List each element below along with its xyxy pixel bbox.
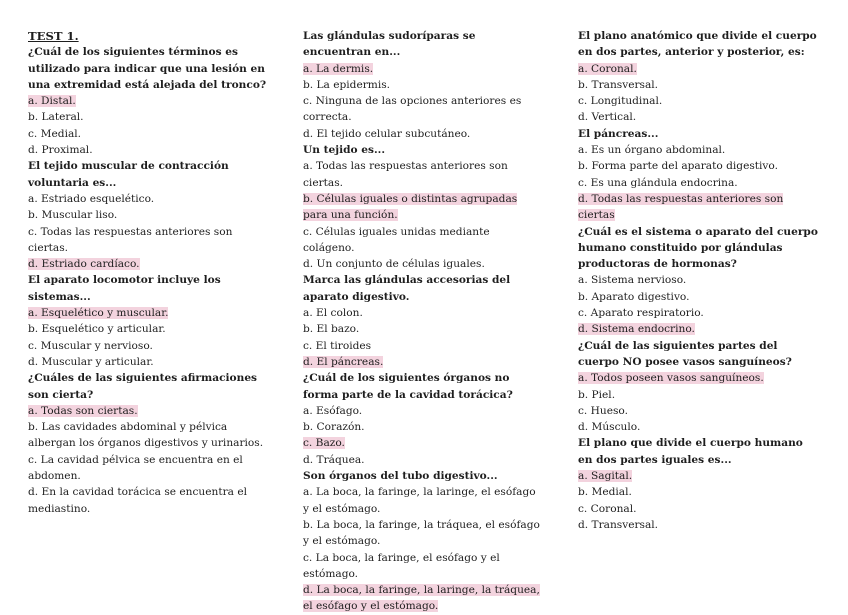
question-text: Un tejido es... bbox=[303, 144, 386, 157]
highlighted-answer-option bbox=[303, 435, 543, 451]
highlighted-answer-option bbox=[28, 256, 270, 272]
answer-option bbox=[578, 93, 818, 109]
highlighted-answer-option bbox=[28, 93, 270, 109]
answer-option-text: a. Todas las respuestas anteriores son ciertas. bbox=[303, 160, 508, 189]
answer-option-text: d. Músculo. bbox=[578, 421, 641, 434]
question-text: Son órganos del tubo digestivo... bbox=[303, 470, 498, 483]
answer-option-text: c. Muscular y nervioso. bbox=[28, 339, 153, 352]
answer-option-text: b. Piel. bbox=[578, 388, 616, 401]
answer-option-text: b. Medial. bbox=[578, 486, 632, 499]
answer-option-text: d. Todas las respuestas anteriores son ciertas bbox=[578, 192, 784, 222]
answer-option bbox=[578, 419, 818, 435]
answer-option bbox=[578, 272, 818, 288]
answer-option-text: a. Todos poseen vasos sanguíneos. bbox=[578, 372, 764, 385]
answer-option-text: b. Muscular liso. bbox=[28, 209, 118, 222]
answer-option bbox=[28, 207, 270, 223]
answer-option-text: c. El tiroides bbox=[303, 339, 372, 352]
highlighted-answer-option bbox=[578, 61, 818, 77]
answer-option bbox=[303, 158, 543, 191]
answer-option bbox=[303, 321, 543, 337]
answer-option-text: a. El colon. bbox=[303, 307, 363, 320]
question-block bbox=[303, 28, 543, 142]
answer-option bbox=[28, 191, 270, 207]
answer-option-text: c. Longitudinal. bbox=[578, 95, 663, 108]
answer-option-text: c. Células iguales unidas mediante colágeno. bbox=[303, 225, 490, 254]
answer-option bbox=[578, 305, 818, 321]
answer-option bbox=[303, 550, 543, 583]
answer-option bbox=[28, 419, 270, 452]
answer-option-text: a. Esquelético y muscular. bbox=[28, 307, 169, 320]
answer-option-text: b. Corazón. bbox=[303, 421, 365, 434]
answer-option bbox=[303, 305, 543, 321]
answer-option bbox=[303, 256, 543, 272]
answer-option bbox=[303, 484, 543, 517]
answer-option bbox=[28, 109, 270, 125]
question-block bbox=[303, 272, 543, 370]
question-text: ¿Cuál de los siguientes términos es utilizado para indicar que una lesión en una extremidad está alejada del tronco? bbox=[28, 46, 267, 91]
answer-option bbox=[578, 517, 818, 533]
answer-option-text: a. Coronal. bbox=[578, 62, 637, 75]
highlighted-answer-option bbox=[578, 370, 818, 386]
question-block bbox=[28, 370, 270, 517]
question-text: El páncreas... bbox=[578, 127, 659, 140]
test-title: TEST 1. bbox=[28, 29, 79, 43]
answer-option-text: d. Sistema endocrino. bbox=[578, 323, 695, 336]
answer-option bbox=[578, 289, 818, 305]
answer-option-text: a. La dermis. bbox=[303, 62, 374, 75]
answer-option-text: d. El páncreas. bbox=[303, 355, 384, 368]
answer-option-text: d. Transversal. bbox=[578, 518, 659, 531]
highlighted-answer-option bbox=[578, 321, 818, 337]
answer-option bbox=[578, 387, 818, 403]
answer-option-text: c. Coronal. bbox=[578, 502, 637, 515]
highlighted-answer-option bbox=[303, 191, 543, 224]
question-text: Las glándulas sudoríparas se encuentran en... bbox=[303, 30, 476, 59]
answer-option-text: a. Sistema nervioso. bbox=[578, 274, 687, 287]
answer-option-text: d. Proximal. bbox=[28, 144, 93, 157]
question-text: El tejido muscular de contracción voluntaria es... bbox=[28, 160, 229, 189]
answer-option-text: a. Esófago. bbox=[303, 404, 363, 417]
column-2 bbox=[303, 28, 543, 615]
answer-option-text: b. La epidermis. bbox=[303, 78, 391, 91]
highlighted-answer-option bbox=[303, 582, 543, 615]
answer-option-text: b. Esquelético y articular. bbox=[28, 323, 166, 336]
answer-option bbox=[578, 501, 818, 517]
answer-option bbox=[303, 126, 543, 142]
answer-option-text: c. Todas las respuestas anteriores son ciertas. bbox=[28, 225, 233, 254]
answer-option bbox=[28, 142, 270, 158]
answer-option bbox=[303, 452, 543, 468]
answer-option-text: a. Estriado esquelético. bbox=[28, 192, 155, 205]
question-text: ¿Cuál es el sistema o aparato del cuerpo humano constituido por glándulas productoras de hormonas? bbox=[578, 225, 818, 271]
question-block bbox=[28, 272, 270, 370]
highlighted-answer-option bbox=[28, 403, 270, 419]
question-text: El plano que divide el cuerpo humano en dos partes iguales es... bbox=[578, 437, 803, 466]
answer-option bbox=[28, 354, 270, 370]
answer-option-text: c. Ninguna de las opciones anteriores es correcta. bbox=[303, 95, 522, 124]
answer-option bbox=[303, 77, 543, 93]
answer-option-text: d. Un conjunto de células iguales. bbox=[303, 258, 485, 271]
column-3 bbox=[578, 28, 818, 533]
question-block bbox=[578, 28, 818, 126]
answer-option bbox=[578, 77, 818, 93]
answer-option-text: b. La boca, la faringe, la tráquea, el esófago y el estómago. bbox=[303, 518, 540, 548]
answer-option-text: c. Es una glándula endocrina. bbox=[578, 176, 738, 189]
question-text: El plano anatómico que divide el cuerpo en dos partes, anterior y posterior, es: bbox=[578, 30, 817, 59]
question-block bbox=[578, 126, 818, 224]
answer-option bbox=[28, 452, 270, 485]
answer-option-text: b. Lateral. bbox=[28, 111, 84, 124]
answer-option bbox=[28, 224, 270, 257]
answer-option-text: d. En la cavidad torácica se encuentra el mediastino. bbox=[28, 486, 248, 515]
answer-option-text: b. Aparato digestivo. bbox=[578, 290, 690, 303]
answer-option bbox=[28, 338, 270, 354]
question-block bbox=[303, 142, 543, 272]
answer-option bbox=[303, 338, 543, 354]
answer-option-text: c. Bazo. bbox=[303, 437, 345, 450]
answer-option-text: c. Medial. bbox=[28, 127, 82, 140]
answer-option bbox=[578, 142, 818, 158]
answer-option-text: d. Tráquea. bbox=[303, 453, 365, 466]
answer-option bbox=[303, 517, 543, 550]
question-block bbox=[578, 338, 818, 436]
answer-option bbox=[578, 158, 818, 174]
answer-option bbox=[28, 484, 270, 517]
answer-option-text: a. Es un órgano abdominal. bbox=[578, 144, 726, 157]
answer-option bbox=[303, 403, 543, 419]
answer-option-text: b. Forma parte del aparato digestivo. bbox=[578, 160, 778, 173]
question-text: ¿Cuáles de las siguientes afirmaciones son cierta? bbox=[28, 372, 258, 401]
answer-option-text: d. El tejido celular subcutáneo. bbox=[303, 127, 471, 140]
highlighted-answer-option bbox=[303, 61, 543, 77]
highlighted-answer-option bbox=[578, 468, 818, 484]
answer-option-text: a. Distal. bbox=[28, 95, 76, 108]
answer-option-text: c. Aparato respiratorio. bbox=[578, 307, 704, 320]
answer-option bbox=[578, 484, 818, 500]
answer-option bbox=[303, 93, 543, 126]
highlighted-answer-option bbox=[303, 354, 543, 370]
question-text: Marca las glándulas accesorias del aparato digestivo. bbox=[303, 274, 511, 303]
answer-option bbox=[28, 321, 270, 337]
question-text: ¿Cuál de los siguientes órganos no forma parte de la cavidad torácica? bbox=[303, 372, 513, 401]
answer-option-text: c. La cavidad pélvica se encuentra en el abdomen. bbox=[28, 453, 243, 483]
column-1 bbox=[28, 28, 270, 517]
answer-option-text: b. Células iguales o distintas agrupadas para una función. bbox=[303, 192, 518, 222]
answer-option-text: d. Muscular y articular. bbox=[28, 355, 154, 368]
answer-option-text: c. Hueso. bbox=[578, 404, 628, 417]
highlighted-answer-option bbox=[578, 191, 818, 224]
answer-option-text: d. Vertical. bbox=[578, 111, 637, 124]
answer-option bbox=[28, 126, 270, 142]
question-block bbox=[28, 44, 270, 158]
question-block bbox=[303, 468, 543, 615]
question-block bbox=[303, 370, 543, 468]
answer-option bbox=[578, 403, 818, 419]
answer-option-text: b. El bazo. bbox=[303, 323, 360, 336]
answer-option-text: d. Estriado cardíaco. bbox=[28, 258, 140, 271]
question-block bbox=[578, 435, 818, 533]
answer-option-text: a. La boca, la faringe, la laringe, el esófago y el estómago. bbox=[303, 486, 536, 515]
question-block bbox=[28, 158, 270, 272]
answer-option bbox=[578, 109, 818, 125]
question-text: ¿Cuál de las siguientes partes del cuerpo NO posee vasos sanguíneos? bbox=[578, 339, 792, 368]
answer-option bbox=[303, 419, 543, 435]
answer-option bbox=[578, 175, 818, 191]
answer-option-text: a. Todas son ciertas. bbox=[28, 404, 138, 417]
answer-option-text: d. La boca, la faringe, la laringe, la tráquea, el esófago y el estómago. bbox=[303, 584, 540, 613]
answer-option bbox=[303, 224, 543, 257]
answer-option-text: b. Las cavidades abdominal y pélvica albergan los órganos digestivos y urinarios. bbox=[28, 421, 264, 450]
answer-option-text: c. La boca, la faringe, el esófago y el estómago. bbox=[303, 551, 500, 580]
answer-option-text: a. Sagital. bbox=[578, 470, 633, 483]
answer-option-text: b. Transversal. bbox=[578, 78, 659, 91]
question-text: El aparato locomotor incluye los sistemas... bbox=[28, 274, 221, 303]
question-block bbox=[578, 224, 818, 338]
highlighted-answer-option bbox=[28, 305, 270, 321]
